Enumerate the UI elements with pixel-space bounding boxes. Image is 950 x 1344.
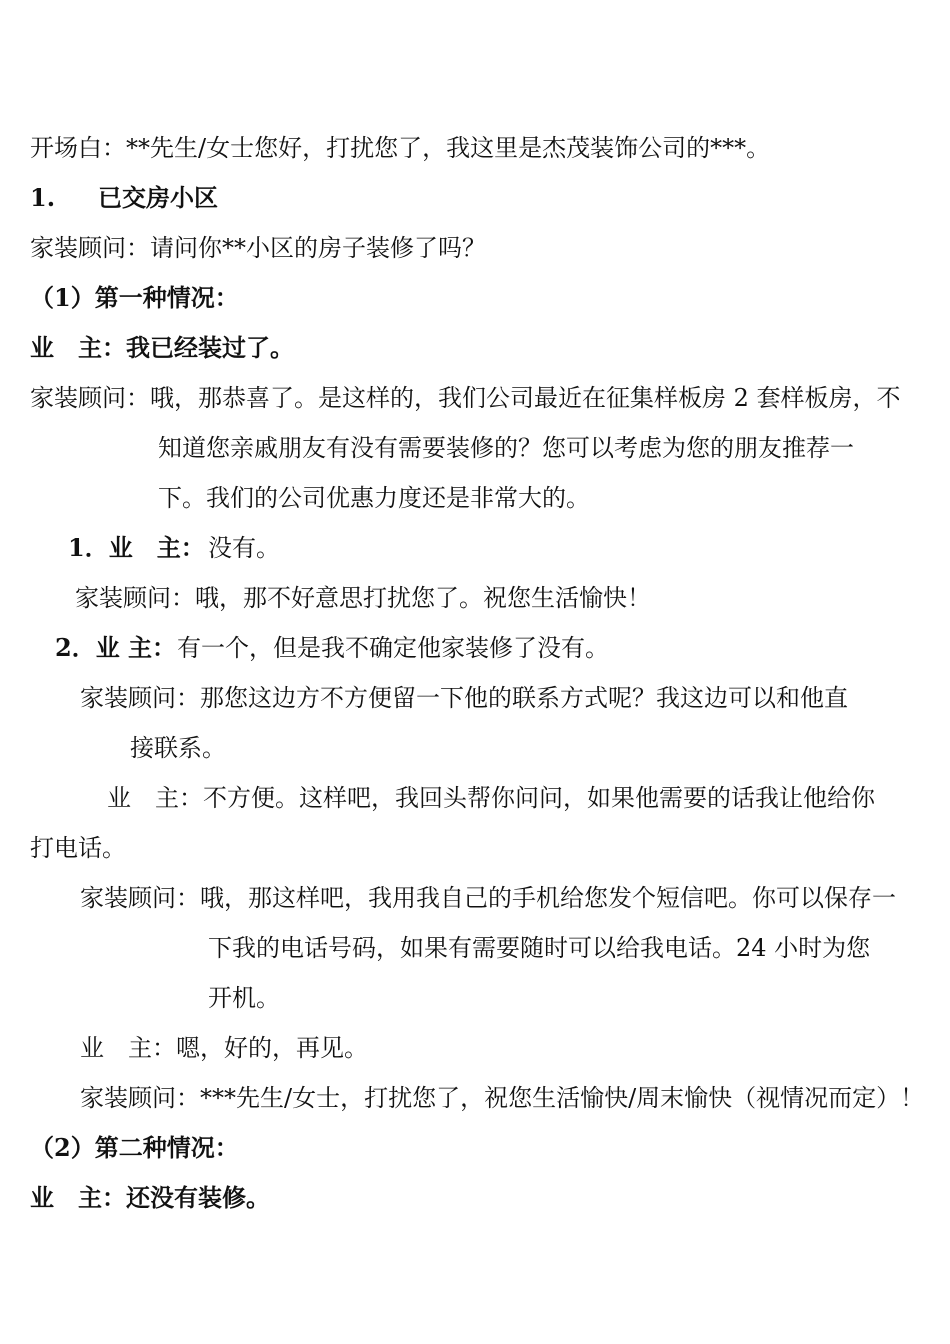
reply2-owner2-line: 业 主：嗯，好的，再见。	[80, 1034, 368, 1062]
reply2-advisor2-line-3: 开机。	[208, 984, 280, 1012]
reply2-advisor-line-1: 家装顾问：那您这边方不方便留一下他的联系方式呢？我这边可以和他直	[80, 684, 848, 712]
reply2-advisor-line-2: 接联系。	[130, 734, 226, 762]
reply2-advisor2-line-1: 家装顾问：哦，那这样吧，我用我自己的手机给您发个短信吧。你可以保存一	[80, 884, 896, 912]
advisor-question: 家装顾问：请问你**小区的房子装修了吗？	[30, 234, 486, 262]
reply1-label: 1．业 主：	[68, 533, 205, 562]
reply1-advisor-line: 家装顾问：哦，那不好意思打扰您了。祝您生活愉快！	[75, 584, 651, 612]
reply2-label: 2．业 主：	[55, 633, 177, 662]
reply2-advisor3-line: 家装顾问：***先生/女士，打扰您了，祝您生活愉快/周末愉快（视情况而定）！	[80, 1084, 925, 1112]
case2-heading: （2）第二种情况：	[30, 1133, 239, 1162]
case1-advisor-line-1: 家装顾问：哦，那恭喜了。是这样的，我们公司最近在征集样板房 2 套样板房，不	[30, 384, 901, 412]
case1-advisor-line-3: 下。我们的公司优惠力度还是非常大的。	[158, 484, 590, 512]
section-number: 1.	[30, 183, 56, 212]
case1-heading: （1）第一种情况：	[30, 283, 239, 312]
section-title: 已交房小区	[98, 183, 218, 212]
reply1-text: 没有。	[208, 534, 280, 562]
case1-owner-line: 业 主：我已经装过了。	[30, 333, 294, 362]
case1-advisor-line-2: 知道您亲戚朋友有没有需要装修的？您可以考虑为您的朋友推荐一	[158, 434, 854, 462]
opening-line: 开场白：**先生/女士您好，打扰您了，我这里是杰茂装饰公司的***。	[30, 134, 771, 162]
reply2-owner-line-1: 业 主：不方便。这样吧，我回头帮你问问，如果他需要的话我让他给你	[107, 784, 875, 812]
reply2-owner-line-2: 打电话。	[30, 834, 126, 862]
reply2-advisor2-line-2: 下我的电话号码，如果有需要随时可以给我电话。24 小时为您	[208, 934, 871, 962]
case2-owner-line: 业 主：还没有装修。	[30, 1183, 270, 1212]
reply2-text: 有一个，但是我不确定他家装修了没有。	[177, 634, 609, 662]
